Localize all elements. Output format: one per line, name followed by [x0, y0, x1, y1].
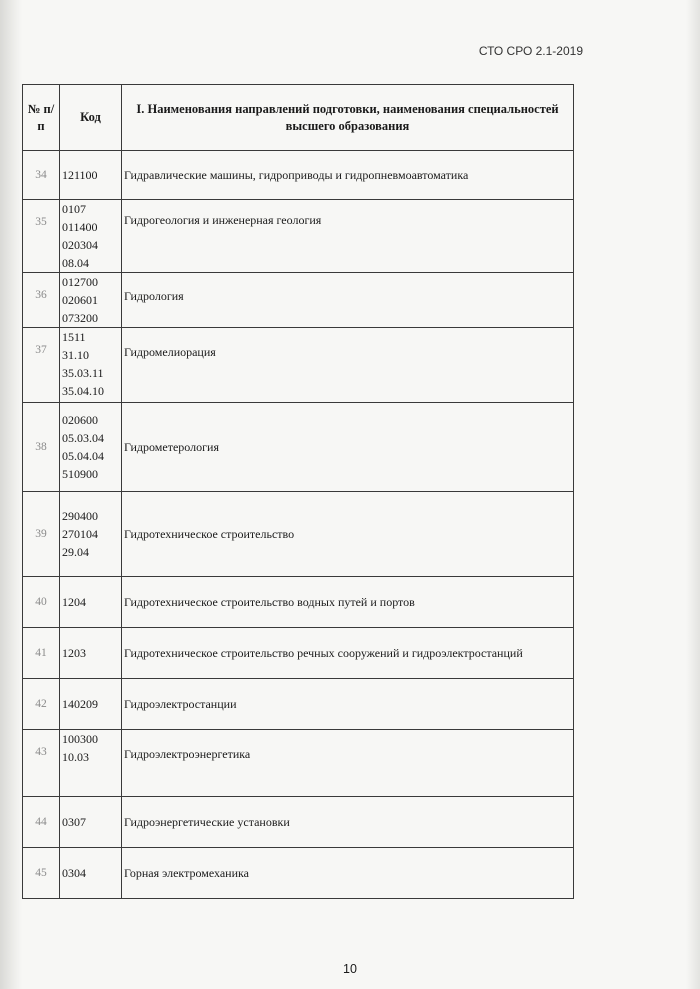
row-name: Гидрогеология и инженерная геология [122, 200, 574, 273]
code-value: 0107 [62, 202, 86, 216]
scan-edge-right [686, 0, 700, 989]
row-name: Гидрология [122, 273, 574, 328]
table-row [23, 492, 574, 577]
row-codes [60, 273, 122, 328]
row-name: Гидротехническое строительство [122, 492, 574, 577]
specialties-table [22, 84, 574, 899]
code-value: 012700 [62, 275, 98, 289]
code-value: 020601 [62, 293, 98, 307]
table-row [23, 577, 574, 628]
row-name: Гидромелиорация [122, 328, 574, 403]
row-codes [60, 797, 122, 848]
row-name: Гидротехническое строительство речных сооружений и гидроэлектростанций [122, 628, 574, 679]
row-number: 37 [23, 328, 60, 403]
table-row [23, 679, 574, 730]
code-value: 29.04 [62, 545, 89, 559]
code-value: 31.10 [62, 348, 89, 362]
row-number: 45 [23, 848, 60, 899]
table-row [23, 628, 574, 679]
table-row [23, 730, 574, 797]
code-value: 1204 [62, 595, 86, 609]
table-row [23, 273, 574, 328]
row-number: 36 [23, 273, 60, 328]
row-codes [60, 492, 122, 577]
code-value: 073200 [62, 311, 98, 325]
row-number: 40 [23, 577, 60, 628]
column-header-number: № п/п [23, 85, 60, 151]
row-codes [60, 848, 122, 899]
row-number: 38 [23, 403, 60, 492]
row-number: 44 [23, 797, 60, 848]
row-name: Гидроэлектроэнергетика [122, 730, 574, 797]
column-header-code: Код [60, 85, 122, 151]
code-value: 020600 [62, 413, 98, 427]
row-number: 39 [23, 492, 60, 577]
code-value: 011400 [62, 220, 98, 234]
row-codes [60, 328, 122, 403]
code-value: 0304 [62, 866, 86, 880]
row-name: Гидротехническое строительство водных путей и портов [122, 577, 574, 628]
code-value: 1203 [62, 646, 86, 660]
code-value: 290400 [62, 509, 98, 523]
table-header-row [23, 85, 574, 151]
code-value: 10.03 [62, 750, 89, 764]
table-row [23, 200, 574, 273]
row-number: 35 [23, 200, 60, 273]
row-codes [60, 151, 122, 200]
row-codes [60, 628, 122, 679]
row-number: 41 [23, 628, 60, 679]
table-row [23, 328, 574, 403]
table-row [23, 848, 574, 899]
code-value: 270104 [62, 527, 98, 541]
table-row [23, 797, 574, 848]
row-name: Гидроэлектростанции [122, 679, 574, 730]
row-codes [60, 403, 122, 492]
row-name: Гидрометерология [122, 403, 574, 492]
page-number: 10 [343, 962, 357, 976]
table-row [23, 403, 574, 492]
row-number: 34 [23, 151, 60, 200]
code-value: 05.03.04 [62, 431, 104, 445]
row-number: 43 [23, 730, 60, 797]
document-code: СТО СРО 2.1-2019 [478, 44, 583, 58]
row-codes [60, 730, 122, 797]
table-row [23, 151, 574, 200]
code-value: 35.04.10 [62, 384, 104, 398]
code-value: 1511 [62, 330, 86, 344]
code-value: 35.03.11 [62, 366, 104, 380]
row-codes [60, 679, 122, 730]
code-value: 0307 [62, 815, 86, 829]
row-name: Гидравлические машины, гидроприводы и гидропневмоавтоматика [122, 151, 574, 200]
code-value: 510900 [62, 467, 98, 481]
row-name: Горная электромеханика [122, 848, 574, 899]
code-value: 140209 [62, 697, 98, 711]
code-value: 100300 [62, 732, 98, 746]
code-value: 020304 [62, 238, 98, 252]
column-header-name: I. Наименования направлений подготовки, наименования специальностей высшего образования [122, 85, 574, 151]
row-number: 42 [23, 679, 60, 730]
table-body [23, 151, 574, 899]
code-value: 05.04.04 [62, 449, 104, 463]
scan-edge-left [0, 0, 22, 989]
row-name: Гидроэнергетические установки [122, 797, 574, 848]
row-codes [60, 577, 122, 628]
code-value: 121100 [62, 168, 98, 182]
code-value: 08.04 [62, 256, 89, 270]
row-codes [60, 200, 122, 273]
